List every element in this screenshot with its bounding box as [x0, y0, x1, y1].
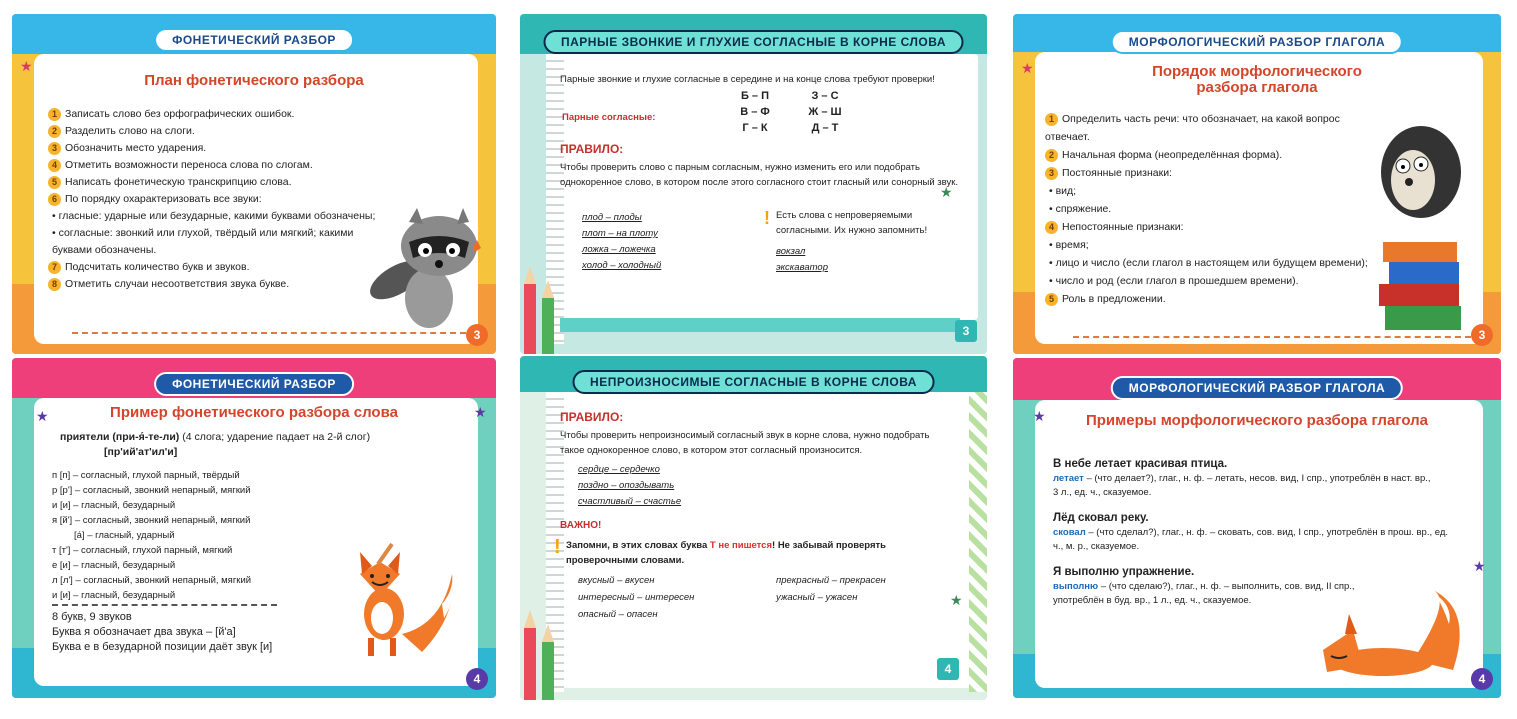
card-silent-consonants [520, 356, 987, 700]
rule-label: ПРАВИЛО: [560, 410, 624, 424]
list-item: • лицо и число (если глагол в настоящем или будущем времени); [1049, 257, 1368, 269]
list-item: • вид; [1049, 185, 1077, 197]
star-icon: ★ [36, 408, 49, 424]
list-item: 8 Отметить случаи несоответствия звука букве. [48, 276, 378, 293]
section-header: ФОНЕТИЧЕСКИЙ РАЗБОР [154, 28, 354, 52]
page-title: Примеры морфологического разбора глагола [1085, 412, 1429, 429]
star-icon: ★ [1033, 408, 1046, 424]
page-title: План фонетического разбора [144, 72, 364, 89]
raccoon-illustration [357, 202, 482, 332]
words-left: вкусный – вкусен интересный – интересен опасный – опасен [578, 575, 695, 620]
card-morph-examples [1013, 358, 1501, 698]
list-item: 2 Разделить слово на слоги. [48, 123, 378, 140]
list-item: • гласные: ударные или безударные, какими буквами обозначены; [52, 210, 376, 222]
list-item: • согласные: звонкий или глухой, твёрдый или мягкий; какими [52, 227, 354, 239]
intro-text: Парные звонкие и глухие согласные в середине и на конце слова требуют проверки! [560, 74, 935, 85]
sound-row: и [и] – гласный, безударный [52, 590, 176, 601]
page-number: 3 [955, 320, 977, 342]
list-item: 4 Непостоянные признаки: [1045, 218, 1385, 236]
pencils-illustration [520, 264, 564, 354]
examples: сердце – сердечко поздно – опоздывать счастливый – счастье [578, 464, 682, 507]
hedgehog-books-illustration [1363, 102, 1473, 334]
card-morph-order [1013, 14, 1501, 354]
section-header: МОРФОЛОГИЧЕСКИЙ РАЗБОР ГЛАГОЛА [1111, 376, 1403, 400]
striped-border [969, 392, 987, 692]
card-paired-consonants [520, 14, 987, 354]
list-item: 4 Отметить возможности переноса слова по слогам. [48, 157, 378, 174]
sound-row: [а́] – гласный, ударный [74, 530, 175, 541]
pairs-grid: Б – П З – С В – Ф Ж – Ш Г – К Д – Т [740, 90, 842, 134]
star-icon: ★ [474, 404, 487, 420]
card-phonetic-example [12, 358, 496, 698]
sound-row: я [й'] – согласный, звонкий непарный, мягкий [52, 515, 251, 526]
page-number: 3 [1471, 324, 1493, 346]
rule-text: Чтобы проверить непроизносимый согласный звук в корне слова, нужно подобрать такое однокоренное слово, в котором этот согласный произносится. [560, 430, 930, 456]
list-item: 6 По порядку охарактеризовать все звуки: [48, 191, 378, 208]
rule-text: Чтобы проверить слово с парным согласным, нужно изменить его или подобрать однокоренное слово, в котором после этого согласного стоит гласный или сонорный звук. [560, 162, 959, 188]
list-item: 1 Определить часть речи: что обозначает, на какой вопрос отвечает. [1045, 113, 1340, 143]
page-title: Пример фонетического разбора слова [110, 404, 398, 421]
example-item: Лёд сковал реку. сковал – (что сделал?), глаг., н. ф. – сковать, сов. вид, I спр., употреблён в прош. вр., ед. ч., м. р., сказуемое. [1053, 512, 1449, 552]
warning-icon: ! [764, 208, 770, 228]
list-item: • спряжение. [1049, 203, 1112, 215]
pairs-label: Парные согласные: [562, 112, 656, 123]
section-header: ПАРНЫЕ ЗВОНКИЕ И ГЛУХИЕ СОГЛАСНЫЕ В КОРНЕ СЛОВА [543, 30, 964, 54]
card-phonetic-plan [12, 14, 496, 354]
plan-list [48, 106, 378, 293]
page-number: 4 [1471, 668, 1493, 690]
page-title: Порядок морфологического разбора глагола [1152, 63, 1362, 96]
sleeping-fox-illustration [1303, 590, 1483, 682]
sound-row: л [л'] – согласный, звонкий непарный, мягкий [52, 575, 252, 586]
page-number: 3 [466, 324, 488, 346]
warning-text: Запомни, в этих словах буква Т не пишется! Не забывай проверять проверочными словами. [566, 540, 886, 566]
list-item: 3 Обозначить место ударения. [48, 140, 378, 157]
list-item: • время; [1049, 239, 1089, 251]
words-right: прекрасный – прекрасен ужасный – ужасен [776, 575, 886, 603]
star-icon: ★ [1473, 558, 1486, 574]
warning-icon: ! [554, 536, 561, 558]
sound-row: и [и] – гласный, безударный [52, 500, 176, 511]
section-header: МОРФОЛОГИЧЕСКИЙ РАЗБОР ГЛАГОЛА [1111, 30, 1403, 54]
list-item: • число и род (если глагол в прошедшем времени). [1049, 275, 1299, 287]
sound-list [52, 468, 332, 603]
example-list [1053, 456, 1473, 608]
list-item: буквами обозначены. [52, 244, 157, 256]
sound-row: т [т'] – согласный, глухой парный, мягкий [52, 545, 233, 556]
example-item: В небе летает красивая птица. летает – (что делает?), глаг., н. ф. – летать, несов. вид, I спр., употреблён в наст. вр., 3 л., ед. ч., сказуемое. [1053, 458, 1431, 498]
sound-row: п [п] – согласный, глухой парный, твёрдый [52, 470, 240, 481]
fox-illustration [332, 534, 462, 664]
page-number: 4 [937, 658, 959, 680]
pencils-illustration [520, 606, 564, 700]
section-header: НЕПРОИЗНОСИМЫЕ СОГЛАСНЫЕ В КОРНЕ СЛОВА [572, 370, 935, 394]
star-icon: ★ [1021, 60, 1034, 76]
list-item: 1 Записать слово без орфографических ошибок. [48, 106, 378, 123]
note-text: Есть слова с непроверяемыми согласными. Их нужно запомнить! [776, 210, 928, 236]
list-item: 5 Написать фонетическую транскрипцию слова. [48, 174, 378, 191]
star-icon: ★ [20, 58, 33, 74]
list-item: 3 Постоянные признаки: [1045, 164, 1385, 182]
example-item: Я выполню упражнение. выполню – (что сделаю?), глаг., н. ф. – выполнить, сов. вид, II спр., употреблён в буд. вр., 1 л., ед. ч., сказуемое. [1053, 566, 1355, 606]
star-icon: ★ [950, 592, 963, 608]
summary: 8 букв, 9 звуков Буква я обозначает два звука – [й'а] Буква е в безударной позиции даёт звук [и] [52, 611, 273, 653]
list-item: 7 Подсчитать количество букв и звуков. [48, 259, 378, 276]
examples: плод – плоды плот – на плоту ложка – ложечка холод – холодный [582, 212, 662, 271]
star-icon: ★ [940, 184, 953, 200]
page-number: 4 [466, 668, 488, 690]
order-list [1045, 110, 1385, 308]
section-header: ФОНЕТИЧЕСКИЙ РАЗБОР [154, 372, 354, 396]
sound-row: р [р'] – согласный, звонкий непарный, мягкий [52, 485, 251, 496]
sound-row: е [и] – гласный, безударный [52, 560, 176, 571]
list-item: 2 Начальная форма (неопределённая форма). [1045, 146, 1385, 164]
transcription: [пр'ий'ат'ил'и] [104, 446, 178, 458]
list-item: 5 Роль в предложении. [1045, 290, 1385, 308]
rule-label: ПРАВИЛО: [560, 142, 624, 156]
important-label: ВАЖНО! [560, 520, 602, 531]
note-words: вокзал экскаватор [776, 246, 828, 273]
word-line: приятели (при-я́-те-ли) (4 слога; ударение падает на 2-й слог) [60, 431, 371, 443]
